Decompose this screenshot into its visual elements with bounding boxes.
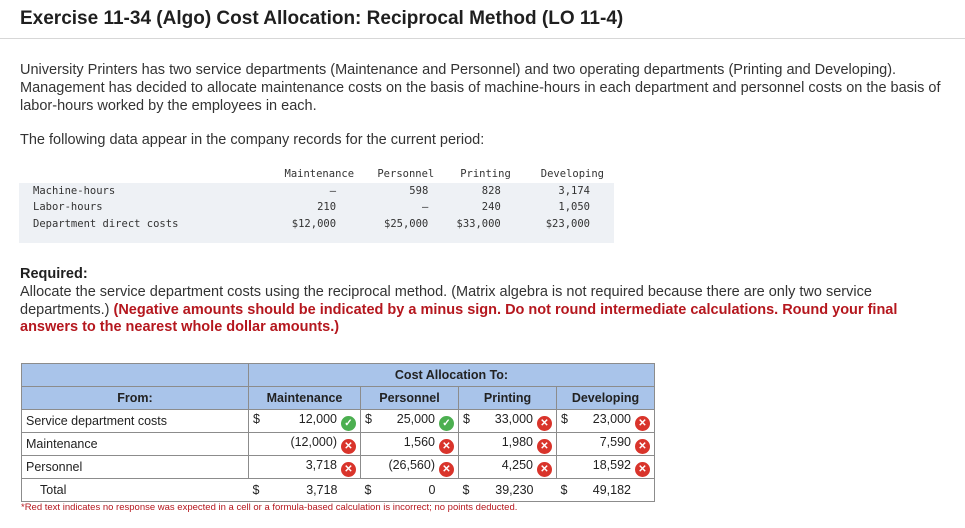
col-header-personnel: Personnel [354, 166, 434, 183]
title-divider [0, 38, 965, 39]
total-cell: $ 0 [361, 479, 459, 502]
row-label-labor-hours: Labor-hours [19, 199, 256, 216]
row-label-maintenance: Maintenance [22, 433, 249, 456]
cross-icon: ✕ [635, 439, 650, 454]
total-cell: $ 49,182 [557, 479, 655, 502]
answer-input-cell[interactable]: (26,560) ✕ [361, 456, 459, 479]
answer-input-cell[interactable]: $ 12,000 ✓ [249, 410, 361, 433]
cross-icon: ✕ [635, 416, 650, 431]
data-cell: – [354, 199, 434, 216]
data-cell: – [256, 183, 354, 200]
table-row [22, 433, 655, 456]
answer-input-cell[interactable]: 18,592 ✕ [557, 456, 655, 479]
data-intro-text: The following data appear in the company records for the current period: [20, 132, 485, 148]
row-label-service-costs: Service department costs [22, 410, 249, 433]
given-data-table [19, 166, 614, 243]
answer-input-cell[interactable]: $ 33,000 ✕ [459, 410, 557, 433]
cross-icon: ✕ [439, 439, 454, 454]
data-cell: 3,174 [511, 183, 614, 200]
required-text: Allocate the service department costs using the reciprocal method. (Matrix algebra is not required because there are only two service departments.) [20, 284, 872, 318]
cross-icon: ✕ [341, 462, 356, 477]
answer-input-cell[interactable]: $ 25,000 ✓ [361, 410, 459, 433]
answer-input-cell[interactable]: 1,980 ✕ [459, 433, 557, 456]
col-printing: Printing [459, 387, 557, 410]
col-personnel: Personnel [361, 387, 459, 410]
cross-icon: ✕ [537, 462, 552, 477]
data-cell: $33,000 [434, 216, 511, 233]
row-label-direct-costs: Department direct costs [19, 216, 256, 233]
cross-icon: ✕ [341, 439, 356, 454]
from-label: From: [22, 387, 249, 410]
answer-input-cell[interactable]: (12,000) ✕ [249, 433, 361, 456]
answer-format-instructions: (Negative amounts should be indicated by a minus sign. Do not round intermediate calculations. Round your final answers to the nearest whole dollar amounts.) [20, 301, 898, 335]
answer-input-cell[interactable]: 4,250 ✕ [459, 456, 557, 479]
data-cell: 210 [256, 199, 354, 216]
total-cell: $ 39,230 [459, 479, 557, 502]
data-cell: 598 [354, 183, 434, 200]
data-cell: 1,050 [511, 199, 614, 216]
grading-footnote: *Red text indicates no response was expected in a cell or a formula-based calculation is incorrect; no points deducted. [21, 502, 518, 513]
data-cell: 828 [434, 183, 511, 200]
total-row [22, 479, 655, 502]
required-heading: Required: [20, 266, 88, 282]
data-cell: $12,000 [256, 216, 354, 233]
table-row [22, 456, 655, 479]
col-developing: Developing [557, 387, 655, 410]
table-row [22, 410, 655, 433]
data-cell: $23,000 [511, 216, 614, 233]
data-cell: 240 [434, 199, 511, 216]
intro-paragraph: University Printers has two service departments (Maintenance and Personnel) and two operating departments (Printing and Developing). Management has decided to allocate maintenance costs on the basis of machine-hours in each department and personnel costs on the basis of labor-hours worked by the employees in each. [20, 62, 941, 114]
col-header-maintenance: Maintenance [256, 166, 354, 183]
col-maintenance: Maintenance [249, 387, 361, 410]
cost-allocation-header: Cost Allocation To: [249, 364, 655, 387]
answer-input-cell[interactable]: $ 23,000 ✕ [557, 410, 655, 433]
answer-input-cell[interactable]: 7,590 ✕ [557, 433, 655, 456]
col-header-developing: Developing [511, 166, 614, 183]
cross-icon: ✕ [537, 416, 552, 431]
cost-allocation-table [21, 363, 655, 502]
row-label-machine-hours: Machine-hours [19, 183, 256, 200]
row-label-total: Total [22, 479, 249, 502]
answer-input-cell[interactable]: 3,718 ✕ [249, 456, 361, 479]
answer-input-cell[interactable]: 1,560 ✕ [361, 433, 459, 456]
col-header-printing: Printing [434, 166, 511, 183]
data-cell: $25,000 [354, 216, 434, 233]
check-icon: ✓ [341, 416, 356, 431]
exercise-title: Exercise 11-34 (Algo) Cost Allocation: Reciprocal Method (LO 11-4) [20, 8, 624, 29]
total-cell: $ 3,718 [249, 479, 361, 502]
cross-icon: ✕ [439, 462, 454, 477]
check-icon: ✓ [439, 416, 454, 431]
row-label-personnel: Personnel [22, 456, 249, 479]
required-instructions [20, 284, 955, 337]
cross-icon: ✕ [537, 439, 552, 454]
cross-icon: ✕ [635, 462, 650, 477]
